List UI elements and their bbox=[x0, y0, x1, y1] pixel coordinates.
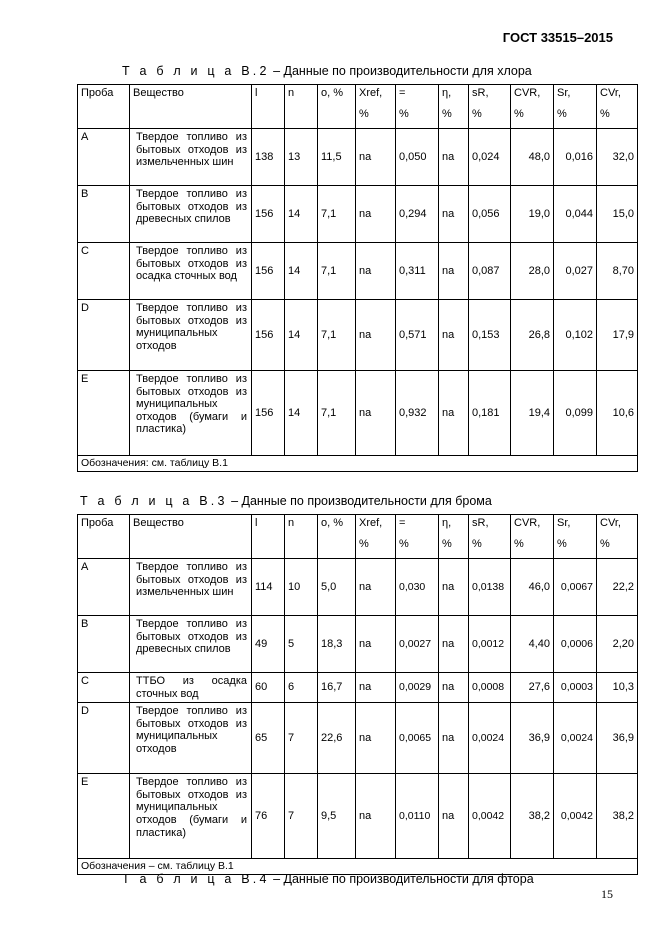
cell-o: 7,1 bbox=[318, 186, 356, 243]
table-row bbox=[78, 616, 638, 673]
table-b4-caption-text: – Данные по производительности для фтора bbox=[269, 872, 534, 886]
table-row bbox=[78, 703, 638, 774]
cell-sample: D bbox=[78, 300, 130, 371]
page-number: 15 bbox=[601, 887, 613, 901]
column-header-unit: % bbox=[514, 107, 524, 120]
column-header-label: η, bbox=[442, 517, 452, 529]
cell-xref: na bbox=[356, 616, 396, 673]
cell-x: 0,050 bbox=[396, 129, 439, 186]
cell-CVR: 4,40 bbox=[511, 616, 554, 673]
cell-Sr: 0,0042 bbox=[554, 774, 597, 859]
cell-xref: na bbox=[356, 371, 396, 456]
cell-CVr: 10,3 bbox=[597, 673, 638, 703]
cell-CVr: 22,2 bbox=[597, 559, 638, 616]
cell-eta: na bbox=[439, 243, 469, 300]
cell-CVr: 32,0 bbox=[597, 129, 638, 186]
cell-Sr: 0,027 bbox=[554, 243, 597, 300]
cell-x: 0,932 bbox=[396, 371, 439, 456]
table-row bbox=[78, 243, 638, 300]
table-b2 bbox=[77, 84, 638, 472]
column-header-unit: % bbox=[600, 107, 610, 120]
cell-xref: na bbox=[356, 243, 396, 300]
cell-x: 0,571 bbox=[396, 300, 439, 371]
cell-eta: na bbox=[439, 559, 469, 616]
cell-sample: A bbox=[78, 129, 130, 186]
cell-CVr: 10,6 bbox=[597, 371, 638, 456]
cell-x: 0,0029 bbox=[396, 673, 439, 703]
column-header bbox=[597, 515, 638, 559]
cell-n: 14 bbox=[285, 300, 318, 371]
cell-n: 7 bbox=[285, 774, 318, 859]
column-header-unit: % bbox=[557, 107, 567, 120]
cell-o: 16,7 bbox=[318, 673, 356, 703]
column-header-label: CVR, bbox=[514, 517, 541, 529]
column-header bbox=[396, 515, 439, 559]
column-header-label: Проба bbox=[81, 87, 114, 99]
cell-CVR: 48,0 bbox=[511, 129, 554, 186]
column-header-label: Вещество bbox=[133, 517, 184, 529]
column-header bbox=[356, 85, 396, 129]
cell-n: 14 bbox=[285, 186, 318, 243]
cell-CVR: 27,6 bbox=[511, 673, 554, 703]
column-header-unit: % bbox=[399, 537, 409, 550]
cell-CVR: 28,0 bbox=[511, 243, 554, 300]
column-header bbox=[130, 85, 252, 129]
cell-eta: na bbox=[439, 129, 469, 186]
column-header-unit: % bbox=[472, 107, 482, 120]
column-header bbox=[252, 515, 285, 559]
column-header-label: Вещество bbox=[133, 87, 184, 99]
table-b3 bbox=[77, 514, 638, 875]
cell-l: 76 bbox=[252, 774, 285, 859]
column-header bbox=[439, 515, 469, 559]
table-b3-caption bbox=[80, 494, 492, 508]
cell-o: 7,1 bbox=[318, 243, 356, 300]
cell-n: 14 bbox=[285, 371, 318, 456]
cell-l: 49 bbox=[252, 616, 285, 673]
cell-CVr: 17,9 bbox=[597, 300, 638, 371]
cell-CVr: 15,0 bbox=[597, 186, 638, 243]
cell-sample: C bbox=[78, 673, 130, 703]
cell-substance: ТТБО из осадка сточных вод bbox=[130, 673, 252, 703]
cell-sample: A bbox=[78, 559, 130, 616]
cell-o: 18,3 bbox=[318, 616, 356, 673]
column-header-label: n bbox=[288, 87, 295, 99]
table-b2-caption-text: – Данные по производительности для хлора bbox=[269, 64, 532, 78]
cell-eta: na bbox=[439, 300, 469, 371]
table-b4-caption-label: Т а б л и ц а В.4 bbox=[122, 872, 270, 886]
column-header-unit: % bbox=[557, 537, 567, 550]
table-b2-caption-label: Т а б л и ц а В.2 bbox=[122, 64, 270, 78]
cell-CVR: 46,0 bbox=[511, 559, 554, 616]
cell-Sr: 0,0006 bbox=[554, 616, 597, 673]
cell-xref: na bbox=[356, 559, 396, 616]
cell-l: 156 bbox=[252, 371, 285, 456]
cell-Sr: 0,044 bbox=[554, 186, 597, 243]
column-header-label: sR, bbox=[472, 517, 489, 529]
column-header-unit: % bbox=[359, 107, 369, 120]
column-header-unit: % bbox=[442, 107, 452, 120]
cell-sR: 0,0024 bbox=[469, 703, 511, 774]
column-header bbox=[78, 515, 130, 559]
cell-l: 156 bbox=[252, 186, 285, 243]
column-header bbox=[469, 85, 511, 129]
column-header bbox=[554, 85, 597, 129]
column-header-label: = bbox=[399, 87, 406, 99]
column-header-label: η, bbox=[442, 87, 452, 99]
cell-l: 60 bbox=[252, 673, 285, 703]
cell-Sr: 0,0024 bbox=[554, 703, 597, 774]
cell-eta: na bbox=[439, 371, 469, 456]
cell-n: 5 bbox=[285, 616, 318, 673]
column-header-label: l bbox=[255, 517, 258, 529]
cell-xref: na bbox=[356, 129, 396, 186]
standard-code: ГОСТ 33515–2015 bbox=[502, 30, 613, 45]
column-header-unit: % bbox=[514, 537, 524, 550]
cell-l: 65 bbox=[252, 703, 285, 774]
table-row bbox=[78, 371, 638, 456]
column-header bbox=[511, 85, 554, 129]
cell-o: 9,5 bbox=[318, 774, 356, 859]
column-header bbox=[396, 85, 439, 129]
cell-x: 0,030 bbox=[396, 559, 439, 616]
cell-xref: na bbox=[356, 300, 396, 371]
cell-n: 13 bbox=[285, 129, 318, 186]
cell-x: 0,0065 bbox=[396, 703, 439, 774]
cell-xref: na bbox=[356, 703, 396, 774]
column-header-label: o, % bbox=[321, 517, 344, 529]
column-header-label: Xref, bbox=[359, 517, 383, 529]
column-header bbox=[318, 85, 356, 129]
cell-CVr: 38,2 bbox=[597, 774, 638, 859]
cell-eta: na bbox=[439, 703, 469, 774]
cell-substance: Твердое топливо из бытовых отходов из муниципальных отходов bbox=[130, 300, 252, 371]
header-row bbox=[78, 515, 638, 559]
cell-CVR: 19,0 bbox=[511, 186, 554, 243]
cell-substance: Твердое топливо из бытовых отходов из измельченных шин bbox=[130, 559, 252, 616]
column-header-unit: % bbox=[472, 537, 482, 550]
cell-Sr: 0,099 bbox=[554, 371, 597, 456]
cell-substance: Твердое топливо из бытовых отходов из осадка сточных вод bbox=[130, 243, 252, 300]
cell-sR: 0,0042 bbox=[469, 774, 511, 859]
cell-sample: E bbox=[78, 371, 130, 456]
column-header-unit: % bbox=[600, 537, 610, 550]
table-row bbox=[78, 186, 638, 243]
column-header-label: n bbox=[288, 517, 295, 529]
cell-sR: 0,153 bbox=[469, 300, 511, 371]
cell-eta: na bbox=[439, 774, 469, 859]
cell-Sr: 0,0067 bbox=[554, 559, 597, 616]
cell-sample: B bbox=[78, 186, 130, 243]
cell-CVR: 26,8 bbox=[511, 300, 554, 371]
cell-o: 11,5 bbox=[318, 129, 356, 186]
cell-sample: E bbox=[78, 774, 130, 859]
column-header bbox=[439, 85, 469, 129]
cell-Sr: 0,102 bbox=[554, 300, 597, 371]
cell-n: 6 bbox=[285, 673, 318, 703]
column-header bbox=[469, 515, 511, 559]
cell-substance: Твердое топливо из бытовых отходов из древесных спилов bbox=[130, 186, 252, 243]
column-header-unit: % bbox=[442, 537, 452, 550]
cell-eta: na bbox=[439, 616, 469, 673]
table-note: Обозначения – см. таблицу В.1 bbox=[78, 859, 638, 875]
column-header-label: Проба bbox=[81, 517, 114, 529]
cell-sR: 0,087 bbox=[469, 243, 511, 300]
column-header-label: = bbox=[399, 517, 406, 529]
column-header-label: CVr, bbox=[600, 87, 621, 99]
table-note: Обозначения: см. таблицу В.1 bbox=[78, 456, 638, 472]
cell-sR: 0,181 bbox=[469, 371, 511, 456]
column-header-unit: % bbox=[399, 107, 409, 120]
column-header-label: Sr, bbox=[557, 87, 571, 99]
cell-CVR: 36,9 bbox=[511, 703, 554, 774]
cell-sR: 0,0138 bbox=[469, 559, 511, 616]
cell-sR: 0,0008 bbox=[469, 673, 511, 703]
cell-CVR: 19,4 bbox=[511, 371, 554, 456]
cell-sR: 0,056 bbox=[469, 186, 511, 243]
column-header-label: o, % bbox=[321, 87, 344, 99]
table-b2-caption bbox=[122, 64, 532, 78]
cell-eta: na bbox=[439, 673, 469, 703]
cell-l: 114 bbox=[252, 559, 285, 616]
table-row bbox=[78, 300, 638, 371]
column-header bbox=[356, 515, 396, 559]
column-header-label: Sr, bbox=[557, 517, 571, 529]
cell-Sr: 0,0003 bbox=[554, 673, 597, 703]
column-header bbox=[252, 85, 285, 129]
column-header-label: l bbox=[255, 87, 258, 99]
column-header bbox=[511, 515, 554, 559]
cell-x: 0,294 bbox=[396, 186, 439, 243]
cell-substance: Твердое топливо из бытовых отходов из муниципальных отходов bbox=[130, 703, 252, 774]
table-row bbox=[78, 673, 638, 703]
cell-substance: Твердое топливо из бытовых отходов из древесных спилов bbox=[130, 616, 252, 673]
column-header bbox=[78, 85, 130, 129]
cell-n: 7 bbox=[285, 703, 318, 774]
column-header bbox=[130, 515, 252, 559]
header-row bbox=[78, 85, 638, 129]
cell-l: 156 bbox=[252, 300, 285, 371]
column-header bbox=[285, 515, 318, 559]
cell-sample: B bbox=[78, 616, 130, 673]
cell-o: 22,6 bbox=[318, 703, 356, 774]
cell-n: 14 bbox=[285, 243, 318, 300]
cell-x: 0,311 bbox=[396, 243, 439, 300]
cell-sR: 0,0012 bbox=[469, 616, 511, 673]
cell-xref: na bbox=[356, 673, 396, 703]
column-header-label: CVr, bbox=[600, 517, 621, 529]
cell-substance: Твердое топливо из бытовых отходов из измельченных шин bbox=[130, 129, 252, 186]
cell-o: 7,1 bbox=[318, 300, 356, 371]
cell-n: 10 bbox=[285, 559, 318, 616]
column-header bbox=[318, 515, 356, 559]
column-header bbox=[597, 85, 638, 129]
column-header bbox=[554, 515, 597, 559]
cell-CVr: 8,70 bbox=[597, 243, 638, 300]
cell-x: 0,0027 bbox=[396, 616, 439, 673]
cell-o: 5,0 bbox=[318, 559, 356, 616]
cell-l: 138 bbox=[252, 129, 285, 186]
cell-x: 0,0110 bbox=[396, 774, 439, 859]
table-row bbox=[78, 129, 638, 186]
cell-eta: na bbox=[439, 186, 469, 243]
cell-CVR: 38,2 bbox=[511, 774, 554, 859]
column-header bbox=[285, 85, 318, 129]
cell-sample: D bbox=[78, 703, 130, 774]
cell-sample: C bbox=[78, 243, 130, 300]
cell-l: 156 bbox=[252, 243, 285, 300]
table-b4-caption bbox=[122, 872, 534, 886]
cell-sR: 0,024 bbox=[469, 129, 511, 186]
column-header-label: Xref, bbox=[359, 87, 383, 99]
table-row bbox=[78, 559, 638, 616]
cell-CVr: 2,20 bbox=[597, 616, 638, 673]
cell-substance: Твердое топливо из бытовых отходов из муниципальных отходов (бумаги и пластика) bbox=[130, 371, 252, 456]
column-header-unit: % bbox=[359, 537, 369, 550]
cell-CVr: 36,9 bbox=[597, 703, 638, 774]
table-row bbox=[78, 774, 638, 859]
cell-Sr: 0,016 bbox=[554, 129, 597, 186]
cell-o: 7,1 bbox=[318, 371, 356, 456]
note-row bbox=[78, 456, 638, 472]
table-b3-caption-label: Т а б л и ц а В.3 bbox=[80, 494, 228, 508]
cell-xref: na bbox=[356, 186, 396, 243]
column-header-label: sR, bbox=[472, 87, 489, 99]
table-b3-caption-text: – Данные по производительности для брома bbox=[227, 494, 492, 508]
cell-xref: na bbox=[356, 774, 396, 859]
cell-substance: Твердое топливо из бытовых отходов из муниципальных отходов (бумаги и пластика) bbox=[130, 774, 252, 859]
column-header-label: CVR, bbox=[514, 87, 541, 99]
